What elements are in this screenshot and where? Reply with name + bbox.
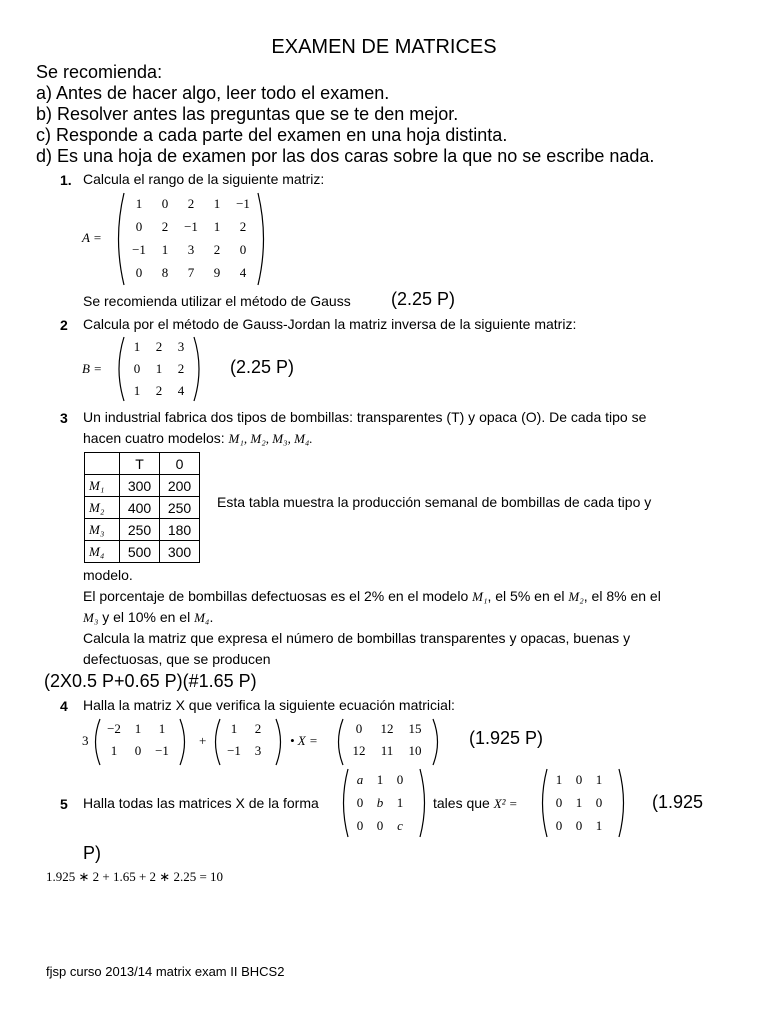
q3-paragraph-3: Calcula la matriz que expresa el número de bombillas transparentes y opacas, buenas y bbox=[83, 630, 631, 646]
intro-item-d: d) Es una hoja de examen por las dos caras sobre la que no se escribe nada. bbox=[36, 146, 655, 166]
q2-text: Calcula por el método de Gauss-Jordan la matriz inversa de la siguiente matriz: bbox=[83, 316, 577, 332]
matrix-cell: 3 bbox=[254, 743, 262, 758]
q5-matrix-2 bbox=[537, 768, 629, 838]
matrix-cell: 0 bbox=[595, 794, 603, 810]
table-caption: Esta tabla muestra la producción semanal de bombillas de cada tipo y bbox=[217, 494, 652, 510]
matrix-cell: 11 bbox=[380, 743, 394, 758]
q4-matrix-1-cells bbox=[102, 718, 178, 766]
matrix-cell: 4 bbox=[177, 383, 185, 398]
q3-model-ref: M₂ bbox=[568, 589, 584, 604]
q4-matrix-1 bbox=[90, 718, 190, 766]
matrix-cell: a bbox=[356, 771, 364, 787]
matrix-cell: 0 bbox=[133, 361, 141, 376]
right-paren bbox=[256, 192, 270, 286]
table-cell: M₁ bbox=[85, 475, 120, 497]
matrix-cell: −2 bbox=[107, 721, 121, 736]
q2-number: 2 bbox=[60, 317, 68, 333]
q1-text: Calcula el rango de la siguiente matriz: bbox=[83, 171, 325, 187]
q5-points: (1.925 bbox=[652, 792, 704, 812]
table-row bbox=[85, 519, 200, 541]
table-row bbox=[85, 475, 200, 497]
table-row bbox=[85, 497, 200, 519]
left-paren bbox=[537, 768, 549, 838]
q3-points: (2X0.5 P+0.65 P)(#1.65 P) bbox=[44, 671, 257, 691]
q5-number: 5 bbox=[60, 796, 68, 812]
matrix-cell: 1 bbox=[110, 743, 118, 758]
table-header-cell: 0 bbox=[160, 453, 200, 475]
q3-model-ref: M₃ bbox=[83, 610, 99, 625]
matrix-cell: 9 bbox=[213, 264, 221, 280]
intro-heading: Se recomienda: bbox=[36, 62, 163, 82]
left-paren bbox=[338, 768, 350, 838]
matrix-cell: 2 bbox=[155, 383, 163, 398]
q3-text: y el 10% en el bbox=[98, 609, 195, 625]
plus-sign: + bbox=[199, 733, 207, 748]
q4-coefficient: 3 bbox=[82, 733, 89, 748]
matrix-cell: 0 bbox=[376, 817, 384, 833]
matrix-cell: 12 bbox=[352, 743, 366, 758]
matrix-cell: 1 bbox=[555, 771, 563, 787]
table-cell: 300 bbox=[160, 541, 200, 563]
matrix-cell: 0 bbox=[555, 817, 563, 833]
q4-number: 4 bbox=[60, 698, 68, 714]
matrix-cell: 3 bbox=[177, 339, 185, 354]
intro-item-a: a) Antes de hacer algo, leer todo el examen. bbox=[36, 83, 390, 103]
matrix-cell: 1 bbox=[133, 383, 141, 398]
exam-title: EXAMEN DE MATRICES bbox=[271, 36, 497, 58]
q4-matrix-2 bbox=[210, 718, 286, 766]
q5-mid-text: tales que bbox=[433, 795, 494, 811]
q3-text: El porcentaje de bombillas defectuosas es el 2% en el modelo bbox=[83, 588, 473, 604]
matrix-cell: 0 bbox=[356, 817, 364, 833]
matrix-cell: 1 bbox=[396, 794, 404, 810]
right-paren bbox=[617, 768, 629, 838]
matrix-cell: 0 bbox=[135, 264, 143, 280]
q3-number: 3 bbox=[60, 410, 68, 426]
q3-paragraph-2 bbox=[83, 607, 213, 628]
matrix-cell: 1 bbox=[133, 339, 141, 354]
matrix-cell: 8 bbox=[161, 264, 169, 280]
matrix-cell: 0 bbox=[355, 721, 363, 736]
q4-matrix-2-cells bbox=[222, 718, 274, 766]
table-cell: 400 bbox=[120, 497, 160, 519]
matrix-cell: 1 bbox=[134, 721, 142, 736]
table-header-cell: T bbox=[120, 453, 160, 475]
matrix-cell: 2 bbox=[155, 339, 163, 354]
right-paren bbox=[274, 718, 286, 766]
matrix-cell: −1 bbox=[236, 195, 250, 211]
q3-model-ref: M₄ bbox=[194, 610, 210, 625]
q5-condition bbox=[433, 793, 518, 814]
matrix-cell: −1 bbox=[184, 218, 198, 234]
q5-matrix-1-cells bbox=[350, 768, 418, 838]
matrix-cell: 1 bbox=[158, 721, 166, 736]
matrix-cell: 2 bbox=[187, 195, 195, 211]
q5-text: Halla todas las matrices X de la forma bbox=[83, 795, 319, 811]
q2-matrix-cells bbox=[126, 336, 192, 402]
matrix-cell: 2 bbox=[254, 721, 262, 736]
table-cell: M₄ bbox=[85, 541, 120, 563]
q3-paragraph-4: defectuosas, que se producen bbox=[83, 651, 271, 667]
matrix-cell: 2 bbox=[213, 241, 221, 257]
matrix-cell: c bbox=[397, 817, 403, 833]
matrix-cell: 0 bbox=[161, 195, 169, 211]
matrix-cell: 1 bbox=[213, 218, 221, 234]
left-paren bbox=[90, 718, 102, 766]
matrix-cell: 0 bbox=[575, 771, 583, 787]
matrix-cell: 12 bbox=[380, 721, 394, 736]
matrix-cell: 2 bbox=[161, 218, 169, 234]
q3-models: M₁, M₂, M₃, M₄. bbox=[228, 431, 313, 446]
q2-matrix bbox=[112, 336, 206, 402]
matrix-cell: 0 bbox=[575, 817, 583, 833]
table-cell: 500 bbox=[120, 541, 160, 563]
q3-line-1: Un industrial fabrica dos tipos de bombillas: transparentes (T) y opaca (O). De cada tipo se bbox=[83, 409, 647, 425]
matrix-cell: 1 bbox=[376, 771, 384, 787]
matrix-cell: 1 bbox=[213, 195, 221, 211]
table-cell: 250 bbox=[120, 519, 160, 541]
table-cell: 180 bbox=[160, 519, 200, 541]
matrix-cell: 2 bbox=[177, 361, 185, 376]
table-cell: 250 bbox=[160, 497, 200, 519]
q4-points: (1.925 P) bbox=[469, 728, 544, 748]
q1-number: 1. bbox=[60, 172, 72, 188]
q3-line-2-text: hacen cuatro modelos: bbox=[83, 430, 229, 446]
q1-matrix-cells bbox=[126, 192, 256, 286]
matrix-cell: 2 bbox=[239, 218, 247, 234]
q5-points-continued: P) bbox=[83, 843, 101, 863]
matrix-cell: −1 bbox=[132, 241, 146, 257]
matrix-cell: b bbox=[376, 794, 384, 810]
q3-modelo: modelo. bbox=[83, 567, 133, 583]
matrix-cell: 7 bbox=[187, 264, 195, 280]
matrix-cell: 0 bbox=[134, 743, 142, 758]
left-paren bbox=[210, 718, 222, 766]
left-paren bbox=[333, 718, 345, 766]
q3-line-2 bbox=[83, 428, 313, 449]
total-score: 1.925 ∗ 2 + 1.65 + 2 ∗ 2.25 = 10 bbox=[46, 869, 224, 884]
production-table bbox=[84, 452, 200, 563]
q3-model-ref: M₁ bbox=[472, 589, 488, 604]
q5-x-squared: X² = bbox=[493, 796, 518, 811]
matrix-cell: 0 bbox=[239, 241, 247, 257]
intro-item-c: c) Responde a cada parte del examen en una hoja distinta. bbox=[36, 125, 508, 145]
matrix-cell: 0 bbox=[396, 771, 404, 787]
matrix-cell: 1 bbox=[230, 721, 238, 736]
right-paren bbox=[431, 718, 443, 766]
matrix-cell: 1 bbox=[161, 241, 169, 257]
matrix-cell: 1 bbox=[155, 361, 163, 376]
table-header-cell bbox=[85, 453, 120, 475]
q2-points: (2.25 P) bbox=[230, 357, 295, 377]
q3-text: , el 8% en el bbox=[583, 588, 661, 604]
q3-text: . bbox=[209, 609, 214, 625]
q1-note: Se recomienda utilizar el método de Gauss bbox=[83, 293, 351, 309]
table-cell: 200 bbox=[160, 475, 200, 497]
matrix-cell: −1 bbox=[155, 743, 169, 758]
q5-matrix-2-cells bbox=[549, 768, 617, 838]
right-paren bbox=[178, 718, 190, 766]
matrix-cell: 1 bbox=[135, 195, 143, 211]
table-cell: M₂ bbox=[85, 497, 120, 519]
q2-matrix-label: B = bbox=[82, 361, 102, 376]
q5-matrix-1 bbox=[338, 768, 430, 838]
matrix-cell: 0 bbox=[555, 794, 563, 810]
q3-paragraph-1 bbox=[83, 586, 661, 607]
q3-text: , el 5% en el bbox=[487, 588, 569, 604]
intro-item-b: b) Resolver antes las preguntas que se te den mejor. bbox=[36, 104, 459, 124]
left-paren bbox=[112, 192, 126, 286]
right-paren bbox=[192, 336, 206, 402]
q4-x-equals: • X = bbox=[290, 733, 318, 748]
q1-matrix bbox=[112, 192, 270, 286]
footer: fjsp curso 2013/14 matrix exam II BHCS2 bbox=[46, 964, 285, 979]
table-header-row bbox=[85, 453, 200, 475]
table-row bbox=[85, 541, 200, 563]
q1-matrix-label: A = bbox=[82, 230, 102, 245]
matrix-cell: 4 bbox=[239, 264, 247, 280]
matrix-cell: 0 bbox=[135, 218, 143, 234]
matrix-cell: 1 bbox=[575, 794, 583, 810]
matrix-cell: 0 bbox=[356, 794, 364, 810]
matrix-cell: 3 bbox=[187, 241, 195, 257]
matrix-cell: 15 bbox=[408, 721, 422, 736]
table-cell: 300 bbox=[120, 475, 160, 497]
right-paren bbox=[418, 768, 430, 838]
matrix-cell: 10 bbox=[408, 743, 422, 758]
matrix-cell: 1 bbox=[595, 771, 603, 787]
q4-matrix-3-cells bbox=[345, 718, 431, 766]
left-paren bbox=[112, 336, 126, 402]
matrix-cell: 1 bbox=[595, 817, 603, 833]
q4-text: Halla la matriz X que verifica la siguiente ecuación matricial: bbox=[83, 697, 455, 713]
matrix-cell: −1 bbox=[227, 743, 241, 758]
q1-points: (2.25 P) bbox=[391, 289, 456, 309]
q4-matrix-3 bbox=[333, 718, 443, 766]
table-cell: M₃ bbox=[85, 519, 120, 541]
